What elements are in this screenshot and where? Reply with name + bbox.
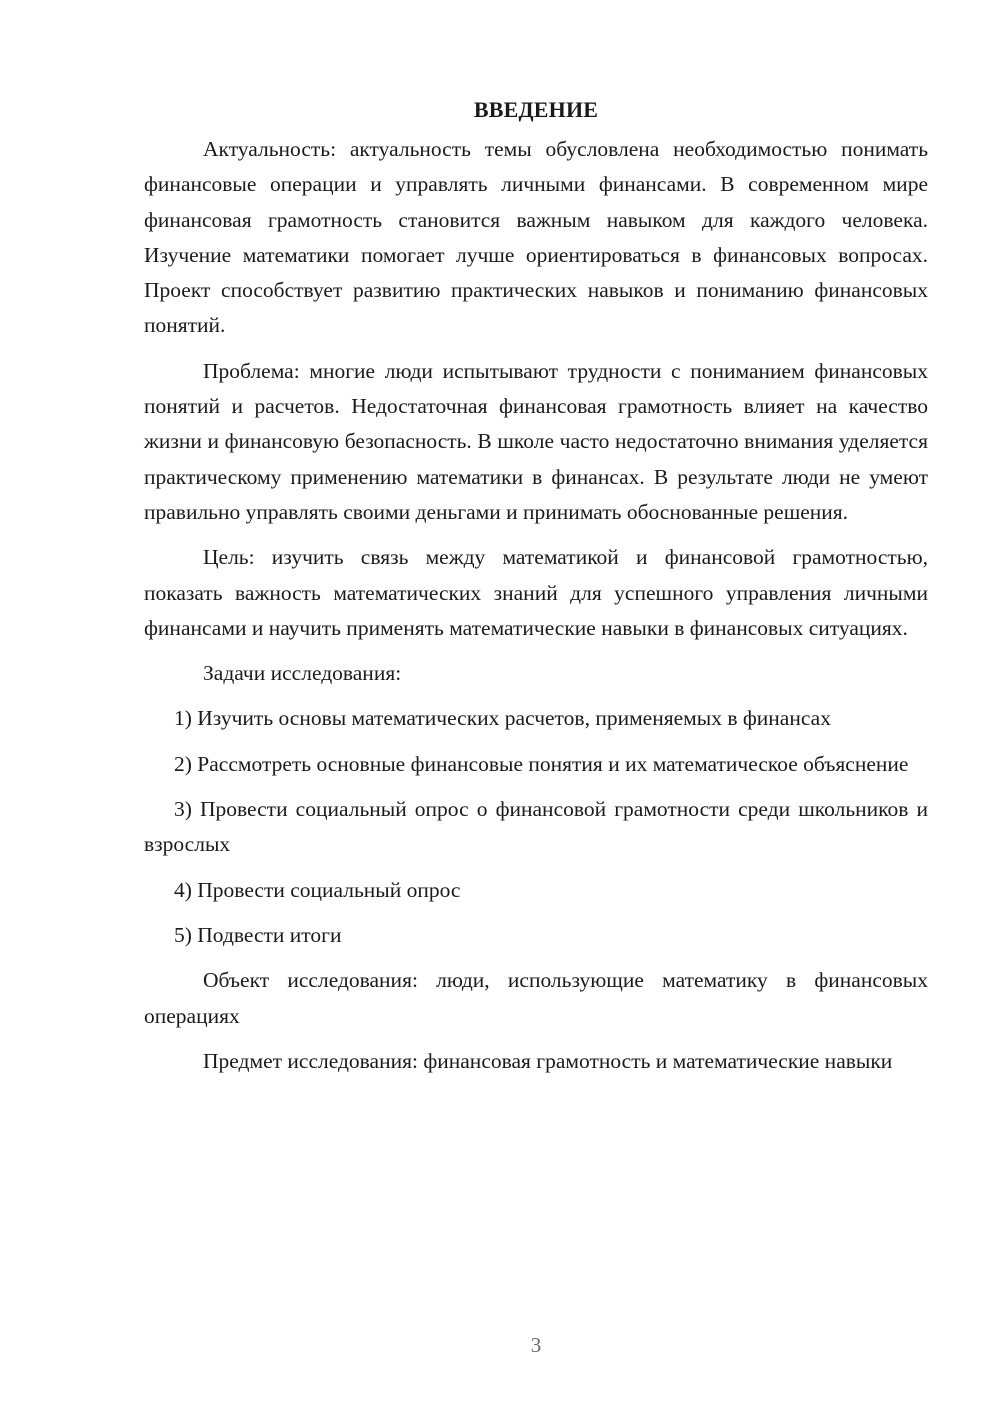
task-item: 4) Провести социальный опрос [174, 877, 461, 902]
relevance-paragraph: Актуальность: актуальность темы обусловлена необходимостью понимать финансовые операции и управлять личными финансами. В современном мире финансовая грамотность становится важным навыком для каждого человека. Изучение математики помогает лучше ориентироваться в финансовых вопросах. Проект способствует развитию практических навыков и пониманию финансовых понятий. [144, 137, 928, 338]
problem-paragraph: Проблема: многие люди испытывают трудности с пониманием финансовых понятий и расчетов. Недостаточная финансовая грамотность влияет на качество жизни и финансовую безопасность. В школе часто недостаточно внимания уделяется практическому применению математики в финансах. В результате люди не умеют правильно управлять своими деньгами и принимать обоснованные решения. [144, 358, 928, 524]
task-item: 3) Провести социальный опрос о финансовой грамотности среди школьников и взрослых [144, 797, 928, 857]
task-item: 1) Изучить основы математических расчетов, применяемых в финансах [174, 706, 831, 731]
research-subject-paragraph: Предмет исследования: финансовая грамотность и математические навыки [203, 1048, 893, 1073]
document-page [144, 92, 928, 1089]
task-item: 2) Рассмотреть основные финансовые понятия и их математическое объяснение [174, 751, 909, 776]
tasks-heading: Задачи исследования: [203, 661, 402, 686]
page-number: 3 [530, 1333, 542, 1357]
section-title: ВВЕДЕНИЕ [473, 97, 599, 122]
goal-paragraph: Цель: изучить связь между математикой и финансовой грамотностью, показать важность математических знаний для успешного управления личными финансами и научить применять математические навыки в финансовых ситуациях. [144, 545, 928, 640]
research-object-paragraph: Объект исследования: люди, использующие математику в финансовых операциях [144, 968, 928, 1028]
task-item: 5) Подвести итоги [174, 922, 342, 947]
